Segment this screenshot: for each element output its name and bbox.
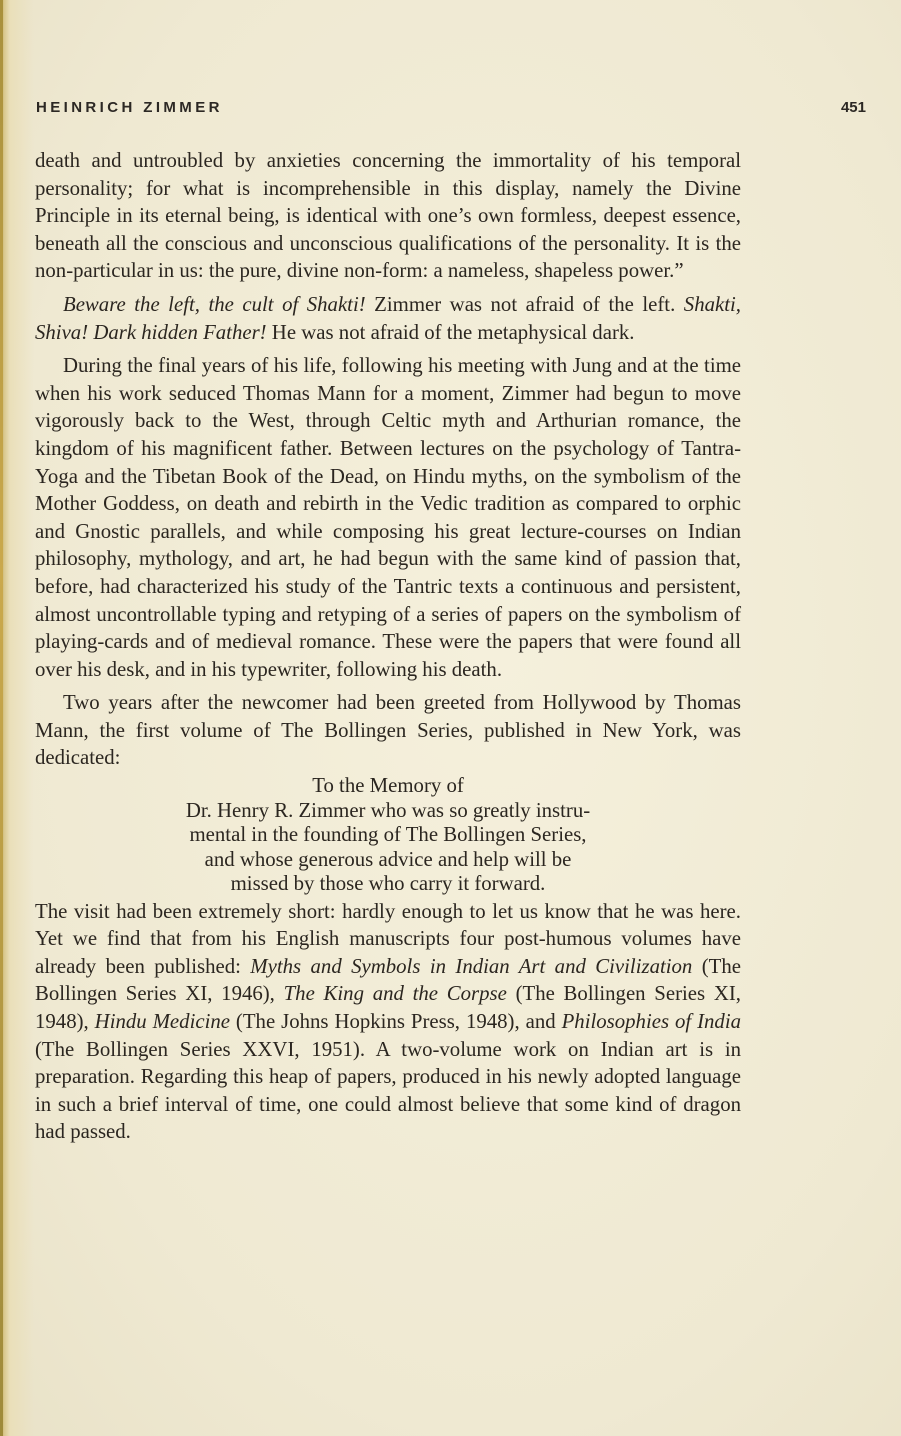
page-number: 451	[840, 99, 866, 116]
dedication-line: To the Memory of	[312, 774, 464, 798]
italic-phrase: Beware the left, the cult of Shakti!	[63, 292, 366, 316]
paragraph-text: He was not afraid of the metaphysical dark.	[266, 320, 635, 344]
book-title: The King and the Corpse	[283, 982, 507, 1006]
paragraph-text: (The Bollingen Series XXVI, 1951). A two-volume work on Indian art is in preparation. Regarding this heap of papers, produced in his newly adopted language in such a brief interval of time, one could almost believe that some kind of dragon had passed.	[35, 1037, 741, 1144]
dedication-line: missed by those who carry it forward.	[230, 872, 546, 896]
paragraph-text: The visit had been extremely short: hardly enough to let us know that he was here. Yet we find that from his English manuscripts four post-humous volumes have already been published:	[35, 899, 741, 978]
paragraph-2	[35, 291, 741, 346]
paragraph-text: Zimmer was not afraid of the left.	[365, 292, 684, 316]
book-title: Myths and Symbols in Indian Art and Civilization	[250, 954, 693, 978]
paragraph-text: (The Johns Hopkins Press, 1948), and	[229, 1009, 562, 1033]
dedication-line: mental in the founding of The Bollingen Series,	[189, 823, 587, 847]
book-title: Philosophies of India	[561, 1009, 742, 1033]
page-gutter-edge	[0, 0, 3, 1436]
dedication-block	[35, 772, 741, 898]
dedication-line: and whose generous advice and help will be	[204, 847, 572, 871]
paragraph-text: (The Bollingen Series XI, 1948),	[35, 982, 741, 1033]
dedication-line: Dr. Henry R. Zimmer who was so greatly instru-	[185, 798, 591, 822]
paragraph-5	[35, 898, 741, 1146]
italic-phrase: Shakti, Shiva! Dark hidden Father!	[35, 292, 741, 344]
book-title: Hindu Medicine	[94, 1009, 230, 1033]
paragraph-text: (The Bollingen Series XI, 1946),	[35, 954, 741, 1006]
body-text	[35, 147, 741, 1146]
paragraph-4: Two years after the newcomer had been greeted from Hollywood by Thomas Mann, the first volume of The Bollingen Series, published in New York, was dedicated:	[35, 691, 741, 770]
page-gutter-shadow	[0, 0, 34, 1436]
paragraph-1: death and untroubled by anxieties concerning the immortality of his temporal personality; for what is incomprehensible in this display, namely the Divine Principle in its eternal being, is identical with one’s own formless, deepest essence, beneath all the conscious and unconscious qualifications of the personality. It is the non-particular in us: the pure, divine non-form: a nameless, shapeless power.”	[35, 149, 741, 283]
running-head-author: HEINRICH ZIMMER	[36, 99, 223, 116]
running-head	[36, 99, 866, 121]
paragraph-3: During the final years of his life, following his meeting with Jung and at the time when his work seduced Thomas Mann for a moment, Zimmer had begun to move vigorously back to the West, through Celtic myth and Arthurian romance, the kingdom of his magnificent father. Between lectures on the psychology of Tantra-Yoga and the Tibetan Book of the Dead, on Hindu myths, on the symbolism of the Mother Goddess, on death and rebirth in the Vedic tradition as compared to orphic and Gnostic parallels, and while composing his great lecture-courses on Indian philosophy, mythology, and art, he had begun with the same kind of passion that, before, had characterized his study of the Tantric texts a continuous and persistent, almost uncontrollable typing and retyping of a series of papers on the symbolism of playing-cards and of medieval romance. These were the papers that were found all over his desk, and in his typewriter, following his death.	[35, 354, 741, 681]
